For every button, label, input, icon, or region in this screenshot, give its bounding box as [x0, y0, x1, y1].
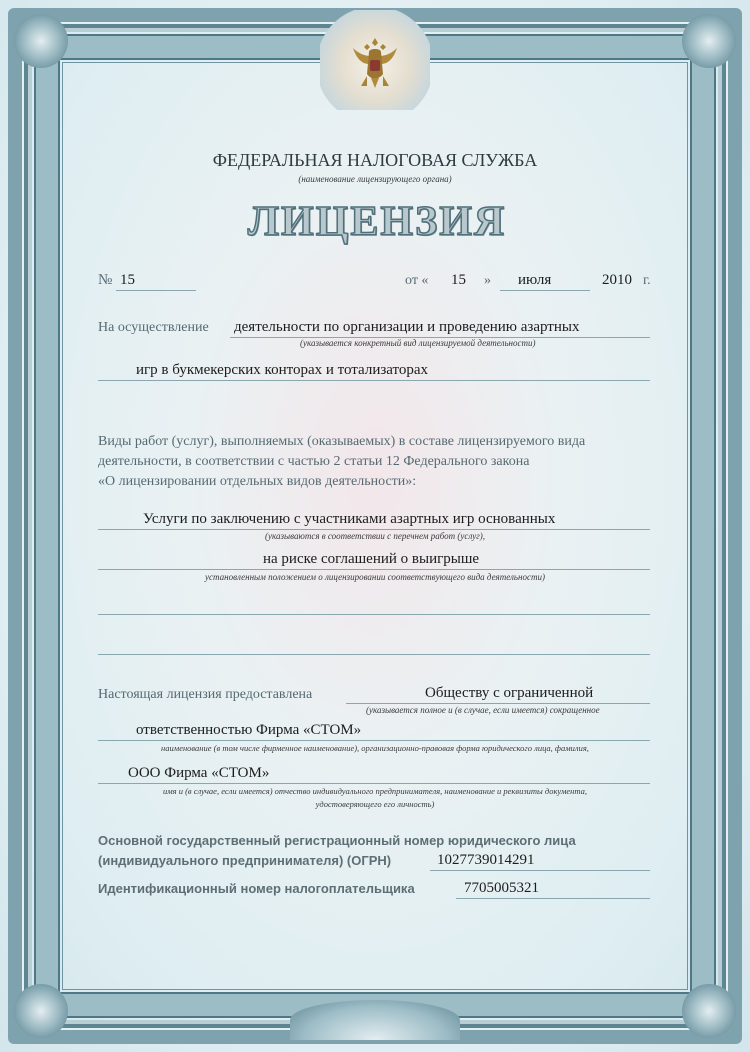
corner-ornament-bottom-right: [682, 984, 736, 1038]
inn-underline: [456, 898, 650, 899]
number-label: №: [98, 272, 113, 288]
coat-of-arms-icon: [349, 34, 401, 92]
licensee-underline-2: [98, 740, 650, 741]
ogrn-underline: [430, 870, 650, 871]
works-value-line2: на риске соглашений о выигрыше: [263, 551, 480, 567]
works-underline-4: [98, 654, 650, 655]
works-intro-line3: «О лицензировании отдельных видов деятельности»:: [98, 474, 417, 489]
licensee-value-line1: Обществу с ограниченной: [425, 685, 594, 701]
authority-name: ФЕДЕРАЛЬНАЯ НАЛОГОВАЯ СЛУЖБА: [212, 150, 538, 170]
ogrn-label-line2: (индивидуального предпринимателя) (ОГРН): [98, 853, 392, 868]
activity-line2: игр в букмекерских конторах и тотализаторах: [136, 362, 429, 378]
licensee-label: Настоящая лицензия предоставлена: [98, 687, 313, 702]
works-underline-3: [98, 614, 650, 615]
bottom-ornament: [290, 1000, 460, 1040]
licensee-value-line3: ООО Фирма «СТОМ»: [128, 765, 270, 781]
works-caption-1: (указываются в соответствии с перечнем работ (услуг),: [265, 531, 485, 541]
works-underline-1: [98, 529, 650, 530]
works-underline-2: [98, 569, 650, 570]
activity-caption: (указывается конкретный вид лицензируемой деятельности): [300, 338, 536, 348]
date-suffix: г.: [643, 273, 651, 288]
corner-ornament-top-left: [14, 14, 68, 68]
date-day-close: »: [484, 273, 491, 288]
ogrn-label-line1: Основной государственный регистрационный номер юридического лица: [98, 833, 576, 848]
date-year: 2010: [602, 272, 632, 288]
date-month: июля: [518, 272, 552, 288]
corner-ornament-bottom-left: [14, 984, 68, 1038]
licensee-caption-1: (указывается полное и (в случае, если имеется) сокращенное: [366, 705, 600, 715]
ogrn-value: 1027739014291: [437, 852, 535, 868]
licensee-caption-2: наименование (в том числе фирменное наименование), организационно-правовая форма юридического лица, фамилия,: [161, 743, 589, 753]
inn-label: Идентификационный номер налогоплательщика: [98, 881, 415, 896]
activity-underline-2: [98, 380, 650, 381]
activity-label: На осуществление: [98, 320, 209, 335]
works-caption-2: установленным положением о лицензировании соответствующего вида деятельности): [205, 572, 545, 582]
corner-ornament-top-right: [682, 14, 736, 68]
licensee-underline-1: [346, 703, 650, 704]
number-underline: [116, 290, 196, 291]
date-prefix: от «: [405, 273, 429, 288]
licensee-underline-3: [98, 783, 650, 784]
authority-caption: (наименование лицензирующего органа): [298, 174, 452, 184]
number-value: 15: [120, 272, 135, 288]
licensee-caption-3a: имя и (в случае, если имеется) отчество индивидуального предпринимателя, наименование и реквизиты документа,: [162, 786, 588, 796]
works-intro-line1: Виды работ (услуг), выполняемых (оказываемых) в составе лицензируемого вида: [98, 434, 586, 449]
works-intro-line2: деятельности, в соответствии с частью 2 статьи 12 Федерального закона: [98, 454, 530, 469]
date-day: 15: [451, 272, 466, 288]
license-title: ЛИЦЕНЗИЯ: [247, 199, 507, 245]
date-month-underline: [500, 290, 590, 291]
activity-line1: деятельности по организации и проведению азартных: [234, 319, 580, 335]
licensee-value-line2: ответственностью Фирма «СТОМ»: [136, 722, 362, 738]
licensee-caption-3b: удостоверяющего его личность): [315, 799, 435, 809]
works-value-line1: Услуги по заключению с участниками азартных игр основанных: [143, 511, 556, 527]
inn-value: 7705005321: [464, 880, 539, 896]
